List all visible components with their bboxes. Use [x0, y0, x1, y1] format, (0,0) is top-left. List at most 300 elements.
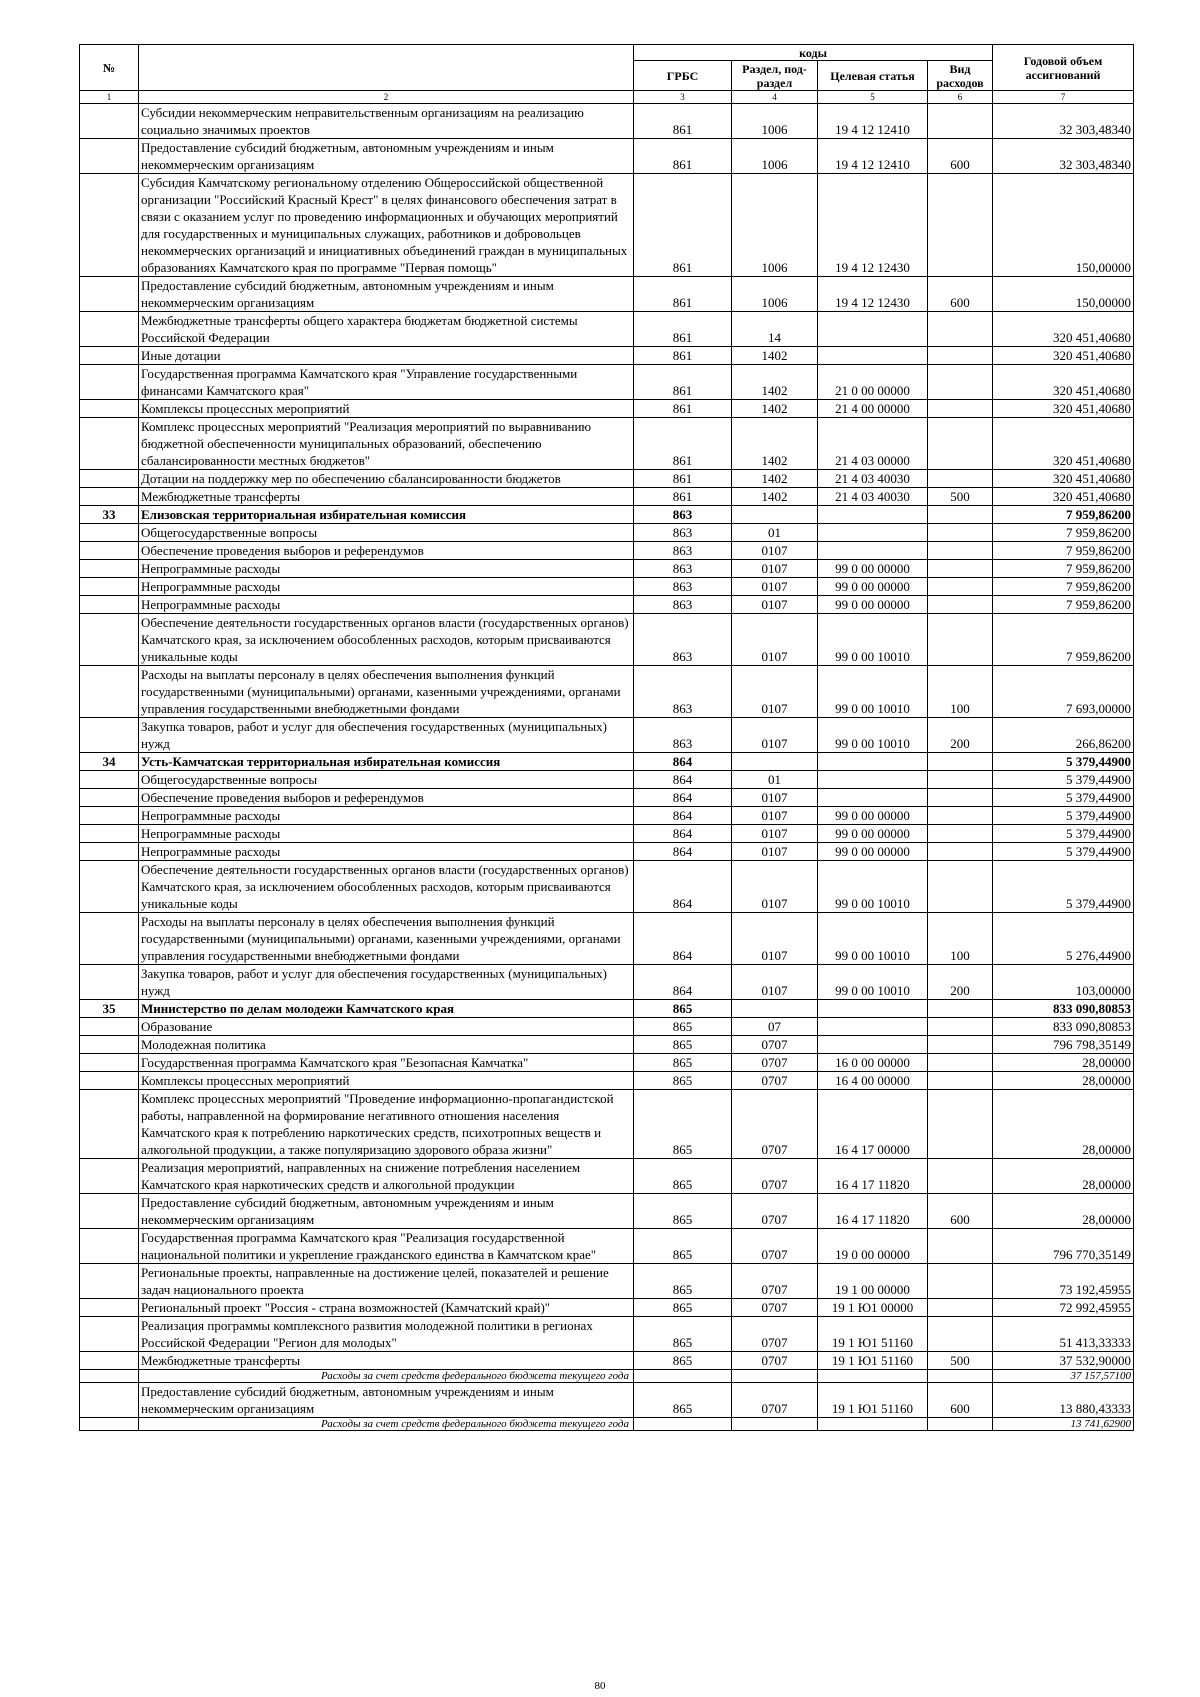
row-razdel: 0707: [732, 1264, 818, 1299]
row-amount: 266,86200: [993, 718, 1134, 753]
row-amount: 13 880,43333: [993, 1383, 1134, 1418]
row-expense-type: [928, 1299, 993, 1317]
row-number: [80, 771, 139, 789]
row-name: Усть-Камчатская территориальная избирательная комиссия: [139, 753, 634, 771]
table-row: [80, 1352, 1134, 1370]
row-target-article: 19 4 12 12410: [818, 104, 928, 139]
table-row: [80, 542, 1134, 560]
row-number: [80, 400, 139, 418]
row-razdel: 1006: [732, 277, 818, 312]
row-target-article: 19 4 12 12430: [818, 277, 928, 312]
row-amount: 833 090,80853: [993, 1000, 1134, 1018]
row-number: [80, 666, 139, 718]
table-row: [80, 347, 1134, 365]
row-name: Елизовская территориальная избирательная комиссия: [139, 506, 634, 524]
row-name: Государственная программа Камчатского края "Реализация государственной национальной политики и укрепление гражданского единства в Камчатском крае": [139, 1229, 634, 1264]
row-expense-type: 600: [928, 139, 993, 174]
row-target-article: 99 0 00 00000: [818, 843, 928, 861]
header-grbs: ГРБС: [634, 61, 732, 91]
row-expense-type: 600: [928, 1194, 993, 1229]
row-expense-type: [928, 1072, 993, 1090]
column-number: 2: [139, 91, 634, 104]
row-amount: 320 451,40680: [993, 400, 1134, 418]
row-amount: 833 090,80853: [993, 1018, 1134, 1036]
row-number: [80, 347, 139, 365]
row-grbs: 861: [634, 470, 732, 488]
row-grbs: 861: [634, 174, 732, 277]
row-razdel: 0107: [732, 825, 818, 843]
table-row: [80, 524, 1134, 542]
header-name-blank: [139, 45, 634, 91]
row-grbs: 865: [634, 1317, 732, 1352]
row-number: [80, 1299, 139, 1317]
row-grbs: 864: [634, 807, 732, 825]
row-grbs: [634, 1370, 732, 1383]
row-number: [80, 174, 139, 277]
row-target-article: [818, 524, 928, 542]
row-amount: 320 451,40680: [993, 347, 1134, 365]
row-expense-type: 200: [928, 718, 993, 753]
row-razdel: [732, 1000, 818, 1018]
row-name: Предоставление субсидий бюджетным, автономным учреждениям и иным некоммерческим организациям: [139, 1383, 634, 1418]
row-number: [80, 965, 139, 1000]
row-grbs: 863: [634, 542, 732, 560]
row-name: Межбюджетные трансферты: [139, 488, 634, 506]
row-razdel: 0107: [732, 913, 818, 965]
row-razdel: 0107: [732, 789, 818, 807]
row-number: [80, 365, 139, 400]
row-target-article: [818, 347, 928, 365]
row-name: Непрограммные расходы: [139, 843, 634, 861]
row-razdel: 0107: [732, 614, 818, 666]
table-row: [80, 578, 1134, 596]
row-razdel: 1006: [732, 174, 818, 277]
row-name: Комплексы процессных мероприятий: [139, 1072, 634, 1090]
row-amount: 796 770,35149: [993, 1229, 1134, 1264]
row-amount: 7 959,86200: [993, 596, 1134, 614]
row-number: [80, 1194, 139, 1229]
row-name: Государственная программа Камчатского края "Безопасная Камчатка": [139, 1054, 634, 1072]
row-target-article: [818, 1018, 928, 1036]
row-razdel: 0707: [732, 1352, 818, 1370]
row-target-article: 16 4 17 00000: [818, 1090, 928, 1159]
row-number: 34: [80, 753, 139, 771]
row-grbs: 863: [634, 578, 732, 596]
row-expense-type: [928, 1370, 993, 1383]
row-number: [80, 1036, 139, 1054]
table-row: [80, 104, 1134, 139]
row-amount: 5 379,44900: [993, 825, 1134, 843]
row-number: [80, 1072, 139, 1090]
row-expense-type: [928, 1229, 993, 1264]
row-amount: 28,00000: [993, 1090, 1134, 1159]
row-name: Предоставление субсидий бюджетным, автономным учреждениям и иным некоммерческим организациям: [139, 1194, 634, 1229]
row-number: [80, 861, 139, 913]
row-amount: 320 451,40680: [993, 365, 1134, 400]
row-razdel: 07: [732, 1018, 818, 1036]
row-grbs: 864: [634, 965, 732, 1000]
row-expense-type: [928, 470, 993, 488]
row-name: Межбюджетные трансферты: [139, 1352, 634, 1370]
row-expense-type: [928, 104, 993, 139]
header-expense-type: Вид расходов: [928, 61, 993, 91]
row-number: [80, 913, 139, 965]
row-target-article: 21 4 03 00000: [818, 418, 928, 470]
row-expense-type: [928, 807, 993, 825]
row-expense-type: [928, 1018, 993, 1036]
row-amount: 73 192,45955: [993, 1264, 1134, 1299]
row-target-article: 16 0 00 00000: [818, 1054, 928, 1072]
row-expense-type: 600: [928, 277, 993, 312]
row-name: Субсидия Камчатскому региональному отделению Общероссийской общественной организации "Российский Красный Крест" в целях финансового обеспечения затрат в связи с оказанием услуг по проведению информационных и обучающих мероприятий для государственных и муниципальных служащих, работников и добровольцев некоммерческих организаций и инициативных объединений граждан в муниципальных образованиях Камчатского края по программе "Первая помощь": [139, 174, 634, 277]
column-number-row: [80, 91, 1134, 104]
row-expense-type: 200: [928, 965, 993, 1000]
table-body: [80, 104, 1134, 1431]
column-number: 6: [928, 91, 993, 104]
row-target-article: 16 4 17 11820: [818, 1159, 928, 1194]
row-name: Министерство по делам молодежи Камчатского края: [139, 1000, 634, 1018]
table-row: [80, 1054, 1134, 1072]
row-name: Непрограммные расходы: [139, 825, 634, 843]
row-razdel: [732, 753, 818, 771]
row-razdel: 0107: [732, 560, 818, 578]
row-grbs: 865: [634, 1229, 732, 1264]
row-razdel: 0107: [732, 843, 818, 861]
row-target-article: [818, 771, 928, 789]
table-row: [80, 913, 1134, 965]
table-row: [80, 1159, 1134, 1194]
header-codes: коды: [634, 45, 993, 61]
row-target-article: 19 1 Ю1 51160: [818, 1317, 928, 1352]
header-annual-volume: Годовой объем ассигнований: [993, 45, 1134, 91]
row-razdel: 0707: [732, 1072, 818, 1090]
row-number: [80, 470, 139, 488]
row-grbs: 861: [634, 139, 732, 174]
row-name: Расходы на выплаты персоналу в целях обеспечения выполнения функций государственными (муниципальными) органами, казенными учреждениями, органами управления государственными внебюджетными фондами: [139, 913, 634, 965]
row-number: [80, 1159, 139, 1194]
table-row: [80, 1264, 1134, 1299]
table-row: [80, 718, 1134, 753]
table-row: [80, 1194, 1134, 1229]
row-razdel: 0707: [732, 1299, 818, 1317]
table-row: [80, 965, 1134, 1000]
row-expense-type: [928, 1159, 993, 1194]
row-name: Комплекс процессных мероприятий "Реализация мероприятий по выравниванию бюджетной обеспеченности муниципальных образований, обеспечению сбалансированности местных бюджетов": [139, 418, 634, 470]
row-grbs: 863: [634, 524, 732, 542]
row-razdel: 0707: [732, 1317, 818, 1352]
row-grbs: 863: [634, 718, 732, 753]
row-number: [80, 1418, 139, 1431]
row-razdel: 0707: [732, 1383, 818, 1418]
row-number: [80, 104, 139, 139]
row-target-article: 99 0 00 10010: [818, 718, 928, 753]
table-row: [80, 506, 1134, 524]
row-number: [80, 825, 139, 843]
table-row: [80, 843, 1134, 861]
row-number: [80, 560, 139, 578]
row-number: [80, 418, 139, 470]
row-razdel: 1402: [732, 470, 818, 488]
row-grbs: 864: [634, 861, 732, 913]
row-target-article: 21 0 00 00000: [818, 365, 928, 400]
row-amount: 320 451,40680: [993, 312, 1134, 347]
row-expense-type: [928, 861, 993, 913]
row-name: Комплексы процессных мероприятий: [139, 400, 634, 418]
budget-document: [79, 44, 1133, 1431]
row-number: 33: [80, 506, 139, 524]
row-amount: 32 303,48340: [993, 139, 1134, 174]
row-expense-type: 600: [928, 1383, 993, 1418]
row-grbs: 863: [634, 560, 732, 578]
row-grbs: 865: [634, 1159, 732, 1194]
row-name: Расходы за счет средств федерального бюджета текущего года: [139, 1370, 634, 1383]
row-razdel: 0107: [732, 807, 818, 825]
row-name: Закупка товаров, работ и услуг для обеспечения государственных (муниципальных) нужд: [139, 965, 634, 1000]
row-amount: 5 379,44900: [993, 861, 1134, 913]
row-number: [80, 488, 139, 506]
row-name: Образование: [139, 1018, 634, 1036]
row-expense-type: [928, 312, 993, 347]
row-amount: 28,00000: [993, 1159, 1134, 1194]
row-name: Непрограммные расходы: [139, 807, 634, 825]
row-grbs: 864: [634, 825, 732, 843]
row-target-article: 99 0 00 00000: [818, 560, 928, 578]
row-target-article: [818, 1418, 928, 1431]
row-name: Расходы за счет средств федерального бюджета текущего года: [139, 1418, 634, 1431]
row-grbs: 861: [634, 400, 732, 418]
row-name: Межбюджетные трансферты общего характера бюджетам бюджетной системы Российской Федерации: [139, 312, 634, 347]
row-number: [80, 312, 139, 347]
column-number: 4: [732, 91, 818, 104]
row-razdel: 1402: [732, 365, 818, 400]
row-expense-type: 500: [928, 1352, 993, 1370]
row-name: Обеспечение проведения выборов и референдумов: [139, 542, 634, 560]
row-razdel: 0107: [732, 578, 818, 596]
table-row: [80, 825, 1134, 843]
table-row: [80, 789, 1134, 807]
row-grbs: 864: [634, 789, 732, 807]
row-target-article: 99 0 00 10010: [818, 861, 928, 913]
row-number: [80, 1352, 139, 1370]
row-razdel: 0107: [732, 542, 818, 560]
page-number: 80: [594, 1680, 606, 1692]
row-expense-type: [928, 1036, 993, 1054]
row-target-article: [818, 506, 928, 524]
row-expense-type: [928, 560, 993, 578]
row-amount: 5 379,44900: [993, 807, 1134, 825]
row-target-article: 99 0 00 10010: [818, 614, 928, 666]
row-target-article: 19 0 00 00000: [818, 1229, 928, 1264]
table-row: [80, 1018, 1134, 1036]
row-grbs: 863: [634, 614, 732, 666]
row-amount: 32 303,48340: [993, 104, 1134, 139]
table-row: [80, 365, 1134, 400]
row-grbs: [634, 1418, 732, 1431]
row-name: Непрограммные расходы: [139, 578, 634, 596]
row-target-article: 99 0 00 00000: [818, 596, 928, 614]
table-row: [80, 614, 1134, 666]
row-razdel: 1006: [732, 104, 818, 139]
row-number: [80, 1229, 139, 1264]
row-razdel: 1402: [732, 488, 818, 506]
row-number: [80, 542, 139, 560]
row-razdel: 0107: [732, 861, 818, 913]
row-amount: 7 959,86200: [993, 560, 1134, 578]
row-expense-type: [928, 1054, 993, 1072]
row-expense-type: [928, 771, 993, 789]
row-amount: 103,00000: [993, 965, 1134, 1000]
row-razdel: 0707: [732, 1054, 818, 1072]
table-row: [80, 312, 1134, 347]
row-number: [80, 1264, 139, 1299]
row-razdel: 01: [732, 771, 818, 789]
row-number: 35: [80, 1000, 139, 1018]
row-number: [80, 1018, 139, 1036]
row-expense-type: [928, 825, 993, 843]
row-amount: 5 379,44900: [993, 753, 1134, 771]
row-razdel: [732, 506, 818, 524]
row-razdel: 1402: [732, 418, 818, 470]
row-grbs: 865: [634, 1018, 732, 1036]
row-grbs: 861: [634, 488, 732, 506]
row-name: Непрограммные расходы: [139, 560, 634, 578]
table-row: [80, 174, 1134, 277]
row-target-article: [818, 312, 928, 347]
row-target-article: 21 4 03 40030: [818, 488, 928, 506]
row-target-article: 19 1 00 00000: [818, 1264, 928, 1299]
row-amount: 320 451,40680: [993, 488, 1134, 506]
row-name: Предоставление субсидий бюджетным, автономным учреждениям и иным некоммерческим организациям: [139, 139, 634, 174]
row-number: [80, 1090, 139, 1159]
column-number: 3: [634, 91, 732, 104]
row-name: Предоставление субсидий бюджетным, автономным учреждениям и иным некоммерческим организациям: [139, 277, 634, 312]
table-row: [80, 1229, 1134, 1264]
row-target-article: 19 1 Ю1 00000: [818, 1299, 928, 1317]
table-row: [80, 1370, 1134, 1383]
row-target-article: 19 4 12 12410: [818, 139, 928, 174]
row-razdel: 0707: [732, 1159, 818, 1194]
row-number: [80, 843, 139, 861]
row-grbs: 865: [634, 1264, 732, 1299]
row-amount: 28,00000: [993, 1194, 1134, 1229]
row-razdel: 0707: [732, 1229, 818, 1264]
row-number: [80, 614, 139, 666]
row-grbs: 865: [634, 1054, 732, 1072]
row-razdel: 0107: [732, 596, 818, 614]
row-expense-type: [928, 1090, 993, 1159]
row-razdel: 0707: [732, 1194, 818, 1229]
row-expense-type: [928, 524, 993, 542]
row-amount: 796 798,35149: [993, 1036, 1134, 1054]
row-razdel: 0107: [732, 718, 818, 753]
row-number: [80, 1383, 139, 1418]
row-grbs: 865: [634, 1072, 732, 1090]
table-row: [80, 400, 1134, 418]
row-grbs: 861: [634, 104, 732, 139]
row-name: Обеспечение деятельности государственных органов власти (государственных органов) Камчатского края, за исключением обособленных расходов, которым присваиваются уникальные коды: [139, 861, 634, 913]
row-number: [80, 1317, 139, 1352]
table-row: [80, 1072, 1134, 1090]
row-target-article: [818, 1370, 928, 1383]
row-expense-type: [928, 843, 993, 861]
row-target-article: 21 4 00 00000: [818, 400, 928, 418]
row-name: Реализация программы комплексного развития молодежной политики в регионах Российской Федерации "Регион для молодых": [139, 1317, 634, 1352]
row-amount: 13 741,62900: [993, 1418, 1134, 1431]
table-row: [80, 1036, 1134, 1054]
table-row: [80, 470, 1134, 488]
row-razdel: 01: [732, 524, 818, 542]
table-row: [80, 1317, 1134, 1352]
row-grbs: 861: [634, 277, 732, 312]
row-grbs: 861: [634, 347, 732, 365]
row-expense-type: [928, 753, 993, 771]
row-expense-type: [928, 400, 993, 418]
row-amount: 5 379,44900: [993, 771, 1134, 789]
row-amount: 5 276,44900: [993, 913, 1134, 965]
row-target-article: 99 0 00 00000: [818, 578, 928, 596]
row-amount: 37 157,57100: [993, 1370, 1134, 1383]
table-row: [80, 1000, 1134, 1018]
row-name: Региональные проекты, направленные на достижение целей, показателей и решение задач национального проекта: [139, 1264, 634, 1299]
row-amount: 37 532,90000: [993, 1352, 1134, 1370]
row-number: [80, 1370, 139, 1383]
row-amount: 150,00000: [993, 277, 1134, 312]
table-row: [80, 771, 1134, 789]
table-row: [80, 560, 1134, 578]
row-number: [80, 1054, 139, 1072]
row-expense-type: 500: [928, 488, 993, 506]
row-number: [80, 596, 139, 614]
row-expense-type: [928, 418, 993, 470]
row-razdel: 1006: [732, 139, 818, 174]
table-row: [80, 1383, 1134, 1418]
row-amount: 51 413,33333: [993, 1317, 1134, 1352]
row-grbs: 865: [634, 1299, 732, 1317]
row-grbs: 865: [634, 1383, 732, 1418]
row-target-article: 99 0 00 10010: [818, 666, 928, 718]
row-number: [80, 277, 139, 312]
row-expense-type: [928, 347, 993, 365]
row-target-article: 99 0 00 00000: [818, 807, 928, 825]
row-grbs: 865: [634, 1090, 732, 1159]
row-grbs: 865: [634, 1194, 732, 1229]
row-expense-type: [928, 1317, 993, 1352]
row-target-article: 19 1 Ю1 51160: [818, 1352, 928, 1370]
table-row: [80, 1299, 1134, 1317]
budget-table: [79, 44, 1134, 1431]
row-amount: 320 451,40680: [993, 418, 1134, 470]
row-name: Общегосударственные вопросы: [139, 771, 634, 789]
row-target-article: 16 4 17 11820: [818, 1194, 928, 1229]
row-target-article: 21 4 03 40030: [818, 470, 928, 488]
table-row: [80, 1090, 1134, 1159]
row-target-article: [818, 1000, 928, 1018]
row-expense-type: [928, 365, 993, 400]
row-name: Расходы на выплаты персоналу в целях обеспечения выполнения функций государственными (муниципальными) органами, казенными учреждениями, органами управления государственными внебюджетными фондами: [139, 666, 634, 718]
row-grbs: 863: [634, 666, 732, 718]
table-row: [80, 666, 1134, 718]
row-target-article: 99 0 00 00000: [818, 825, 928, 843]
table-row: [80, 596, 1134, 614]
table-row: [80, 418, 1134, 470]
row-number: [80, 807, 139, 825]
row-number: [80, 578, 139, 596]
row-grbs: 865: [634, 1000, 732, 1018]
row-razdel: 0707: [732, 1090, 818, 1159]
row-expense-type: 100: [928, 666, 993, 718]
row-razdel: 0107: [732, 965, 818, 1000]
row-target-article: 16 4 00 00000: [818, 1072, 928, 1090]
